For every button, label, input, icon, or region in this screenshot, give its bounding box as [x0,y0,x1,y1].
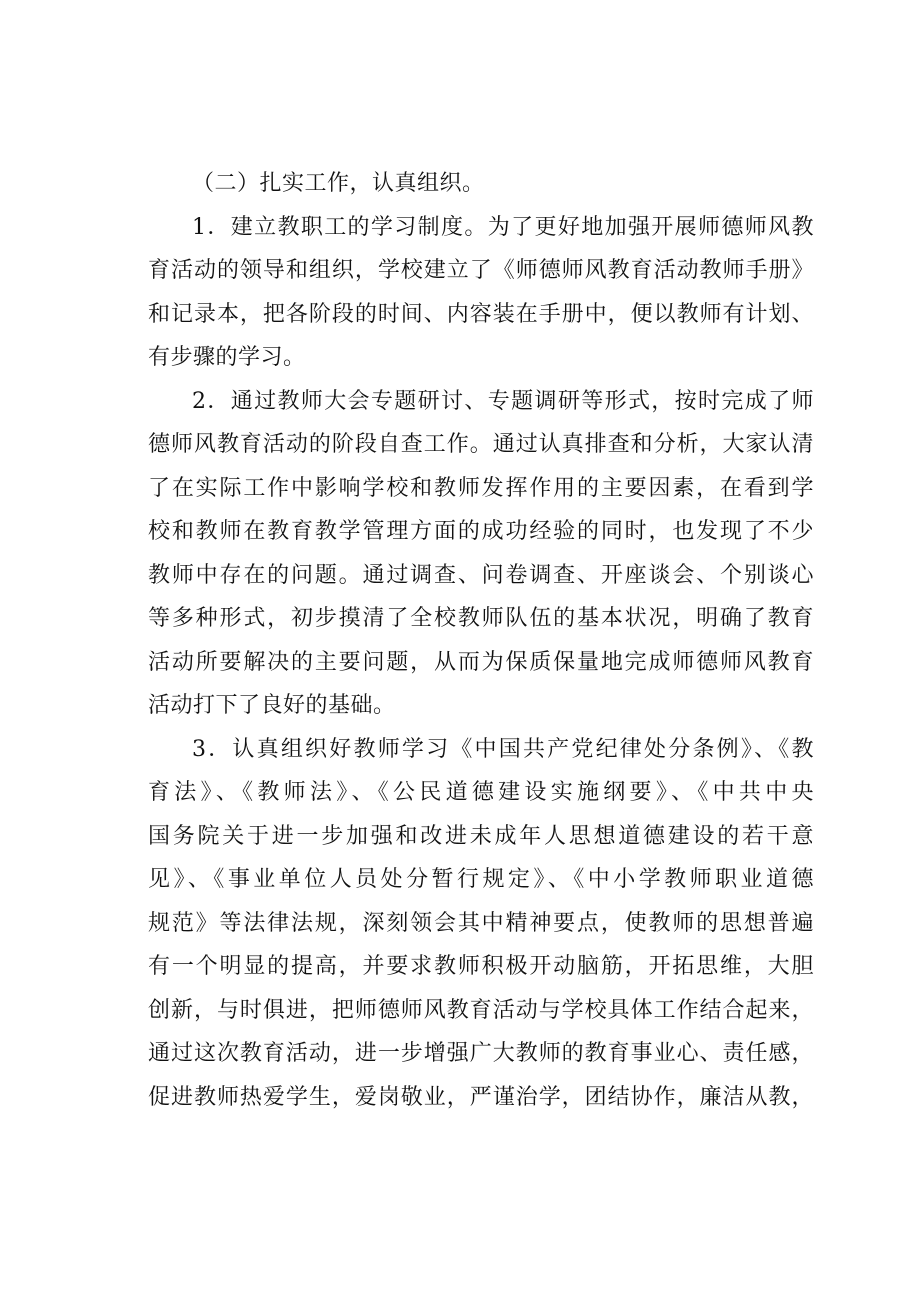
paragraph-3-line-8: 通过这次教育活动，进一步增强广大教师的教育事业心、责任感， [148,1041,814,1066]
paragraph-1-line-1: 1．建立教职工的学习制度。为了更好地加强开展师德师风教 [192,214,814,240]
paragraph-3-line-2: 育法》、《教师法》、《公民道德建设实施纲要》、《中共中央 [148,780,814,805]
paragraph-2-line-3: 了在实际工作中影响学校和教师发挥作用的主要因素，在看到学 [148,475,814,501]
paragraph-2-line-7: 活动所要解决的主要问题，从而为保质保量地完成师德师风教育 [148,649,814,675]
paragraph-1-line-4: 有步骤的学习。 [148,345,306,370]
paragraph-2-line-1: 2．通过教师大会专题研讨、专题调研等形式，按时完成了师 [192,388,814,414]
paragraph-3-line-5: 规范》等法律法规，深刻领会其中精神要点，使教师的思想普遍 [148,910,814,936]
paragraph-3-line-7: 创新，与时俱进，把师德师风教育活动与学校具体工作结合起来， [148,997,814,1023]
section-heading: （二）扎实工作，认真组织。 [192,171,485,196]
paragraph-3-line-6: 有一个明显的提高，并要求教师积极开动脑筋，开拓思维，大胆 [148,954,814,979]
paragraph-2-line-2: 德师风教育活动的阶段自查工作。通过认真排查和分析，大家认清 [148,432,814,457]
paragraph-3-line-3: 国务院关于进一步加强和改进未成年人思想道德建设的若干意 [148,823,814,849]
paragraph-1-line-2: 育活动的领导和组织，学校建立了《师德师风教育活动教师手册》 [148,258,814,283]
paragraph-1-line-3: 和记录本，把各阶段的时间、内容装在手册中，便以教师有计划、 [148,301,814,327]
paragraph-2-line-8: 活动打下了良好的基础。 [148,693,396,718]
document-body [148,162,814,1119]
paragraph-3-line-1: 3．认真组织好教师学习《中国共产党纪律处分条例》、《教 [192,736,814,762]
paragraph-3-line-4: 见》、《事业单位人员处分暂行规定》、《中小学教师职业道德 [148,867,814,892]
paragraph-2-line-6: 等多种形式，初步摸清了全校教师队伍的基本状况，明确了教育 [148,606,814,631]
paragraph-2-line-4: 校和教师在教育教学管理方面的成功经验的同时，也发现了不少 [148,519,814,544]
paragraph-2-line-5: 教师中存在的问题。通过调查、问卷调查、开座谈会、个别谈心 [148,562,814,588]
paragraph-3-line-9: 促进教师热爱学生，爱岗敬业，严谨治学，团结协作，廉洁从教， [148,1084,814,1110]
